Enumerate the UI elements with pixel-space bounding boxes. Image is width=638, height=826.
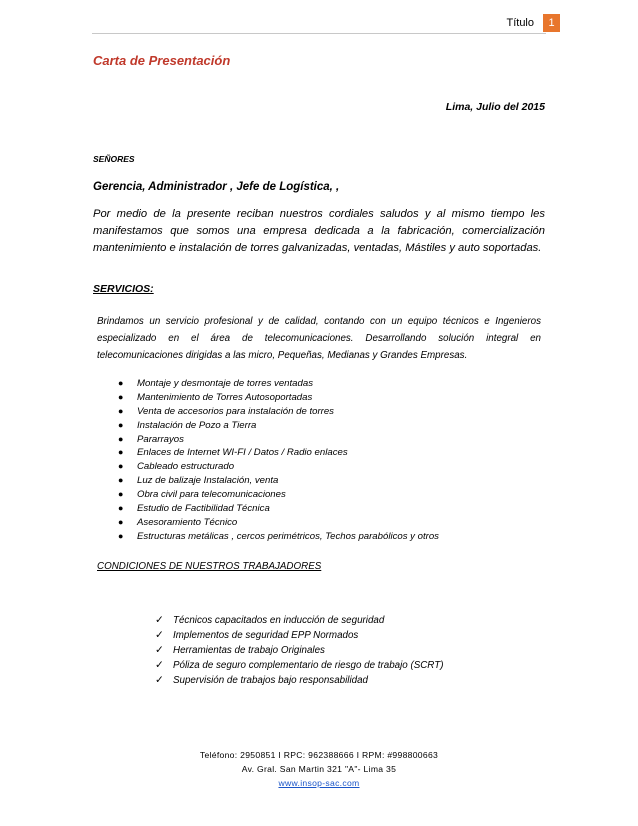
bullet-icon: ● xyxy=(118,378,124,388)
service-label: Venta de accesorios para instalación de torres xyxy=(137,405,334,417)
footer xyxy=(0,748,638,790)
list-item xyxy=(118,530,439,544)
bullet-icon: ● xyxy=(118,503,124,514)
service-label: Mantenimiento de Torres Autosoportadas xyxy=(137,391,313,403)
list-item xyxy=(155,658,443,673)
condition-label: Póliza de seguro complementario de riesgo de trabajo (SCRT) xyxy=(173,660,444,671)
header-divider xyxy=(92,33,546,34)
bullet-icon: ● xyxy=(118,516,124,527)
service-label: Estudio de Factibilidad Técnica xyxy=(137,503,270,515)
service-label: Asesoramiento Técnico xyxy=(137,516,238,528)
service-label: Montaje y desmontaje de torres ventadas xyxy=(137,378,313,389)
list-item xyxy=(118,419,439,433)
list-item xyxy=(118,391,439,405)
list-item xyxy=(155,628,443,643)
condition-label: Implementos de seguridad EPP Normados xyxy=(173,630,359,641)
service-label: Estructuras metálicas , cercos perimétricos, Techos parabólicos y otros xyxy=(137,530,439,542)
check-icon: ✓ xyxy=(155,644,164,656)
list-item xyxy=(118,446,439,460)
list-item xyxy=(118,433,439,447)
service-label: Luz de balizaje Instalación, venta xyxy=(137,475,279,487)
list-item xyxy=(118,460,439,474)
document-title: Carta de Presentación xyxy=(93,53,231,68)
list-item xyxy=(155,613,443,628)
bullet-icon: ● xyxy=(118,391,124,402)
salutation: SEÑORES xyxy=(93,154,135,164)
bullet-icon: ● xyxy=(118,461,124,472)
header-title: Título xyxy=(506,17,534,29)
list-item xyxy=(155,673,443,688)
bullet-icon: ● xyxy=(118,433,124,444)
list-item xyxy=(118,377,439,391)
check-icon: ✓ xyxy=(155,659,164,671)
service-label: Pararrayos xyxy=(137,433,184,445)
services-heading: SERVICIOS: xyxy=(93,283,154,295)
list-item xyxy=(118,516,439,530)
service-label: Cableado estructurado xyxy=(137,461,235,473)
addressee: Gerencia, Administrador , Jefe de Logística, , xyxy=(93,181,340,193)
list-item xyxy=(118,405,439,419)
page-number-badge: 1 xyxy=(543,14,560,32)
bullet-icon: ● xyxy=(118,447,124,458)
service-label: Enlaces de Internet WI-FI / Datos / Radio enlaces xyxy=(137,447,348,459)
bullet-icon: ● xyxy=(118,489,124,500)
conditions-heading: CONDICIONES DE NUESTROS TRABAJADORES xyxy=(97,561,322,572)
service-label: Obra civil para telecomunicaciones xyxy=(137,489,286,501)
list-item xyxy=(118,474,439,488)
letter-date: Lima, Julio del 2015 xyxy=(445,101,545,113)
list-item xyxy=(118,502,439,516)
bullet-icon: ● xyxy=(118,419,124,430)
list-item xyxy=(155,643,443,658)
bullet-icon: ● xyxy=(118,475,124,486)
service-label: Instalación de Pozo a Tierra xyxy=(137,419,257,431)
conditions-list xyxy=(155,613,443,688)
bullet-icon: ● xyxy=(118,530,124,541)
bullet-icon: ● xyxy=(118,405,124,416)
condition-label: Herramientas de trabajo Originales xyxy=(173,645,325,656)
check-icon: ✓ xyxy=(155,629,164,641)
footer-phones: Teléfono: 2950851 I RPC: 962388666 I RPM: #998800663 xyxy=(199,750,439,760)
website-link[interactable]: www.insop-sac.com xyxy=(278,778,360,788)
check-icon: ✓ xyxy=(155,674,164,686)
intro-paragraph: Por medio de la presente reciban nuestros cordiales saludos y al mismo tiempo les manifestamos que somos una empresa dedicada a la fabricación, comercialización mantenimiento e instalación de torres galvanizadas, ventadas, Mástiles y auto soportadas. xyxy=(93,208,545,254)
check-icon: ✓ xyxy=(155,614,164,626)
services-intro-paragraph: Brindamos un servicio profesional y de calidad, contando con un equipo técnicos e Ingenieros especializado en el área de telecomunicaciones. Desarrollando solución integral en telecomunicaciones dirigidas a las micro, Pequeñas, Medianas y Grandes Empresas. xyxy=(97,316,541,361)
condition-label: Técnicos capacitados en inducción de seguridad xyxy=(173,615,385,626)
condition-label: Supervisión de trabajos bajo responsabilidad xyxy=(173,675,368,686)
list-item xyxy=(118,488,439,502)
footer-address: Av. Gral. San Martin 321 "A"- Lima 35 xyxy=(241,764,397,774)
services-list xyxy=(118,377,439,544)
